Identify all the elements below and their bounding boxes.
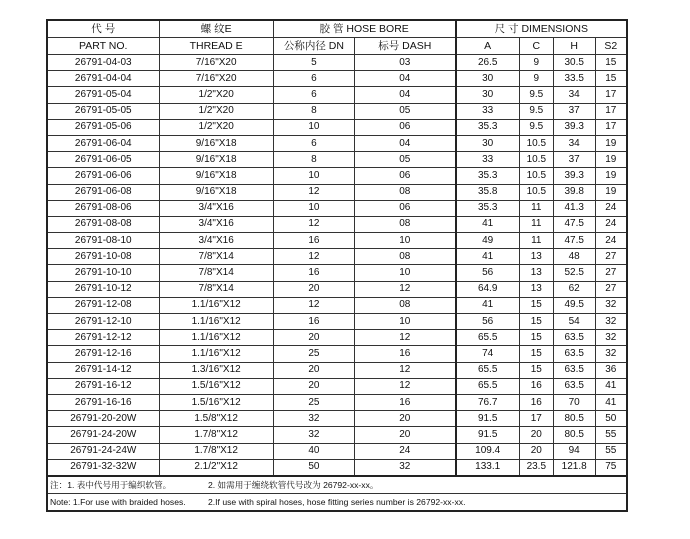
part-no-cell: 26791-10-10 [47, 265, 159, 281]
dash-cell: 20 [355, 411, 456, 427]
dn-cell: 16 [273, 314, 354, 330]
table-row [47, 152, 627, 168]
table-row [47, 427, 627, 443]
table-row [47, 459, 627, 476]
s2-cell: 27 [595, 249, 627, 265]
dn-cell: 12 [273, 184, 354, 200]
s2-cell: 19 [595, 135, 627, 151]
h-cell: 49.5 [553, 297, 595, 313]
a-cell: 109.4 [456, 443, 520, 459]
note-cn-1: 注：1. 表中代号用于编织软管。 [50, 479, 172, 490]
h-cell: 47.5 [553, 216, 595, 232]
thread-cell: 7/8"X14 [159, 265, 273, 281]
part-no-cell: 26791-14-12 [47, 362, 159, 378]
dn-cell: 5 [273, 55, 354, 71]
dn-cell: 32 [273, 427, 354, 443]
table-row [47, 362, 627, 378]
h-cell: 48 [553, 249, 595, 265]
c-cell: 10.5 [519, 184, 553, 200]
a-header: A [456, 38, 520, 55]
s2-cell: 24 [595, 200, 627, 216]
part-no-cell: 26791-06-05 [47, 152, 159, 168]
a-cell: 30 [456, 135, 520, 151]
h-cell: 39.8 [553, 184, 595, 200]
table-row [47, 249, 627, 265]
a-cell: 56 [456, 265, 520, 281]
hose-bore-header: 胶 管 HOSE BORE [273, 20, 455, 38]
part-no-cell: 26791-04-03 [47, 55, 159, 71]
notes [46, 477, 628, 512]
part-no-cell: 26791-20-20W [47, 411, 159, 427]
c-cell: 11 [519, 200, 553, 216]
c-cell: 17 [519, 411, 553, 427]
thread-header-cn: 螺 纹E [159, 20, 273, 38]
table-row [47, 200, 627, 216]
part-no-cell: 26791-12-16 [47, 346, 159, 362]
dash-cell: 06 [355, 200, 456, 216]
a-cell: 33 [456, 103, 520, 119]
a-cell: 56 [456, 314, 520, 330]
table-body [47, 55, 627, 476]
table-row [47, 55, 627, 71]
a-cell: 133.1 [456, 459, 520, 476]
thread-cell: 1.3/16"X12 [159, 362, 273, 378]
c-cell: 9.5 [519, 119, 553, 135]
table-row [47, 233, 627, 249]
dash-cell: 08 [355, 249, 456, 265]
part-no-cell: 26791-32-32W [47, 459, 159, 476]
part-no-cell: 26791-16-12 [47, 378, 159, 394]
thread-cell: 1.1/16"X12 [159, 330, 273, 346]
dn-cell: 12 [273, 249, 354, 265]
h-cell: 63.5 [553, 362, 595, 378]
dash-cell: 04 [355, 71, 456, 87]
table-row [47, 87, 627, 103]
s2-cell: 24 [595, 233, 627, 249]
a-cell: 35.3 [456, 200, 520, 216]
dash-cell: 08 [355, 216, 456, 232]
h-cell: 34 [553, 87, 595, 103]
dash-cell: 12 [355, 378, 456, 394]
table-row [47, 297, 627, 313]
thread-cell: 9/16"X18 [159, 184, 273, 200]
dn-cell: 16 [273, 233, 354, 249]
dn-cell: 20 [273, 281, 354, 297]
s2-cell: 32 [595, 297, 627, 313]
s2-header: S2 [595, 38, 627, 55]
thread-cell: 1.7/8"X12 [159, 443, 273, 459]
h-cell: 63.5 [553, 346, 595, 362]
s2-cell: 27 [595, 281, 627, 297]
thread-cell: 1/2"X20 [159, 119, 273, 135]
dimensions-table [46, 19, 628, 477]
a-cell: 76.7 [456, 394, 520, 410]
table-row [47, 411, 627, 427]
part-no-cell: 26791-08-06 [47, 200, 159, 216]
dn-cell: 6 [273, 135, 354, 151]
part-no-cell: 26791-24-24W [47, 443, 159, 459]
h-cell: 41.3 [553, 200, 595, 216]
h-cell: 62 [553, 281, 595, 297]
part-no-cell: 26791-12-12 [47, 330, 159, 346]
dn-cell: 25 [273, 394, 354, 410]
table-row [47, 265, 627, 281]
h-cell: 121.8 [553, 459, 595, 476]
c-cell: 9.5 [519, 87, 553, 103]
dn-cell: 8 [273, 152, 354, 168]
dn-cell: 40 [273, 443, 354, 459]
dash-cell: 05 [355, 152, 456, 168]
s2-cell: 32 [595, 314, 627, 330]
dn-cell: 16 [273, 265, 354, 281]
table-row [47, 443, 627, 459]
s2-cell: 19 [595, 152, 627, 168]
s2-cell: 50 [595, 411, 627, 427]
thread-cell: 1.7/8"X12 [159, 427, 273, 443]
h-cell: 70 [553, 394, 595, 410]
a-cell: 91.5 [456, 411, 520, 427]
part-no-cell: 26791-24-20W [47, 427, 159, 443]
table-row [47, 394, 627, 410]
dash-cell: 06 [355, 119, 456, 135]
dash-cell: 04 [355, 135, 456, 151]
dn-cell: 8 [273, 103, 354, 119]
spec-sheet [46, 19, 628, 512]
h-cell: 63.5 [553, 378, 595, 394]
a-cell: 30 [456, 71, 520, 87]
a-cell: 91.5 [456, 427, 520, 443]
thread-cell: 1.5/16"X12 [159, 378, 273, 394]
dash-cell: 06 [355, 168, 456, 184]
s2-cell: 55 [595, 443, 627, 459]
a-cell: 41 [456, 297, 520, 313]
table-row [47, 103, 627, 119]
s2-cell: 41 [595, 394, 627, 410]
part-no-cell: 26791-10-12 [47, 281, 159, 297]
a-cell: 35.3 [456, 168, 520, 184]
h-cell: 33.5 [553, 71, 595, 87]
thread-cell: 7/16"X20 [159, 55, 273, 71]
c-cell: 20 [519, 427, 553, 443]
thread-cell: 1/2"X20 [159, 103, 273, 119]
c-cell: 11 [519, 216, 553, 232]
dimensions-header: 尺 寸 DIMENSIONS [456, 20, 627, 38]
part-no-cell: 26791-10-08 [47, 249, 159, 265]
c-cell: 13 [519, 265, 553, 281]
a-cell: 33 [456, 152, 520, 168]
dash-cell: 16 [355, 346, 456, 362]
h-cell: 80.5 [553, 427, 595, 443]
part-no-cell: 26791-08-10 [47, 233, 159, 249]
h-header: H [553, 38, 595, 55]
c-cell: 15 [519, 362, 553, 378]
part-no-cell: 26791-04-04 [47, 71, 159, 87]
dash-cell: 16 [355, 394, 456, 410]
part-no-cell: 26791-06-04 [47, 135, 159, 151]
thread-cell: 9/16"X18 [159, 152, 273, 168]
h-cell: 30.5 [553, 55, 595, 71]
dn-header: 公称内径 DN [273, 38, 354, 55]
thread-cell: 7/8"X14 [159, 249, 273, 265]
s2-cell: 19 [595, 168, 627, 184]
a-cell: 74 [456, 346, 520, 362]
dash-cell: 08 [355, 184, 456, 200]
part-no-cell: 26791-08-08 [47, 216, 159, 232]
dash-cell: 12 [355, 330, 456, 346]
table-row [47, 330, 627, 346]
table-row [47, 135, 627, 151]
c-cell: 16 [519, 378, 553, 394]
dn-cell: 20 [273, 378, 354, 394]
thread-cell: 1.5/8"X12 [159, 411, 273, 427]
dn-cell: 10 [273, 119, 354, 135]
part-no-cell: 26791-06-08 [47, 184, 159, 200]
thread-cell: 1.1/16"X12 [159, 314, 273, 330]
dn-cell: 10 [273, 200, 354, 216]
c-cell: 10.5 [519, 152, 553, 168]
dn-cell: 6 [273, 71, 354, 87]
part-no-header-cn: 代 号 [47, 20, 159, 38]
table-row [47, 378, 627, 394]
a-cell: 65.5 [456, 378, 520, 394]
table-row [47, 346, 627, 362]
thread-cell: 3/4"X16 [159, 233, 273, 249]
h-cell: 39.3 [553, 119, 595, 135]
s2-cell: 55 [595, 427, 627, 443]
s2-cell: 41 [595, 378, 627, 394]
thread-cell: 7/8"X14 [159, 281, 273, 297]
dash-cell: 24 [355, 443, 456, 459]
dn-cell: 50 [273, 459, 354, 476]
dash-cell: 10 [355, 233, 456, 249]
s2-cell: 32 [595, 330, 627, 346]
note-cn-2: 2. 如需用于缠绕软管代号改为 26792-xx-xx。 [208, 479, 379, 490]
c-cell: 15 [519, 297, 553, 313]
thread-cell: 7/16"X20 [159, 71, 273, 87]
a-cell: 35.3 [456, 119, 520, 135]
c-cell: 10.5 [519, 168, 553, 184]
a-cell: 49 [456, 233, 520, 249]
a-cell: 64.9 [456, 281, 520, 297]
dash-cell: 10 [355, 265, 456, 281]
note-en-1: Note: 1.For use with braided hoses. [50, 496, 186, 507]
h-cell: 63.5 [553, 330, 595, 346]
dn-cell: 32 [273, 411, 354, 427]
c-cell: 11 [519, 233, 553, 249]
table-row [47, 314, 627, 330]
thread-cell: 1.1/16"X12 [159, 297, 273, 313]
part-no-cell: 26791-16-16 [47, 394, 159, 410]
dash-cell: 04 [355, 87, 456, 103]
c-cell: 13 [519, 249, 553, 265]
dn-cell: 10 [273, 168, 354, 184]
thread-cell: 1.1/16"X12 [159, 346, 273, 362]
thread-cell: 3/4"X16 [159, 200, 273, 216]
s2-cell: 19 [595, 184, 627, 200]
s2-cell: 17 [595, 87, 627, 103]
c-cell: 9 [519, 55, 553, 71]
thread-cell: 2.1/2"X12 [159, 459, 273, 476]
h-cell: 94 [553, 443, 595, 459]
dash-cell: 32 [355, 459, 456, 476]
notes-en [48, 493, 626, 510]
table-header [47, 20, 627, 55]
dash-cell: 08 [355, 297, 456, 313]
dn-cell: 20 [273, 330, 354, 346]
c-cell: 9.5 [519, 103, 553, 119]
part-no-cell: 26791-12-08 [47, 297, 159, 313]
c-cell: 9 [519, 71, 553, 87]
h-cell: 39.3 [553, 168, 595, 184]
s2-cell: 17 [595, 103, 627, 119]
dash-cell: 03 [355, 55, 456, 71]
table-row [47, 119, 627, 135]
h-cell: 47.5 [553, 233, 595, 249]
dash-cell: 10 [355, 314, 456, 330]
s2-cell: 15 [595, 71, 627, 87]
a-cell: 26.5 [456, 55, 520, 71]
part-no-cell: 26791-06-06 [47, 168, 159, 184]
c-cell: 13 [519, 281, 553, 297]
a-cell: 41 [456, 216, 520, 232]
thread-cell: 3/4"X16 [159, 216, 273, 232]
part-no-cell: 26791-05-04 [47, 87, 159, 103]
a-cell: 65.5 [456, 362, 520, 378]
dash-cell: 12 [355, 281, 456, 297]
s2-cell: 15 [595, 55, 627, 71]
table-row [47, 168, 627, 184]
dn-cell: 20 [273, 362, 354, 378]
table-row [47, 184, 627, 200]
table-row [47, 281, 627, 297]
part-no-cell: 26791-12-10 [47, 314, 159, 330]
dash-cell: 20 [355, 427, 456, 443]
table-row [47, 216, 627, 232]
dn-cell: 12 [273, 297, 354, 313]
dn-cell: 12 [273, 216, 354, 232]
c-cell: 15 [519, 314, 553, 330]
thread-cell: 1.5/16"X12 [159, 394, 273, 410]
c-cell: 10.5 [519, 135, 553, 151]
c-cell: 15 [519, 330, 553, 346]
thread-cell: 9/16"X18 [159, 135, 273, 151]
part-no-cell: 26791-05-05 [47, 103, 159, 119]
notes-cn [48, 477, 626, 493]
s2-cell: 27 [595, 265, 627, 281]
dash-cell: 12 [355, 362, 456, 378]
dn-cell: 25 [273, 346, 354, 362]
h-cell: 54 [553, 314, 595, 330]
thread-cell: 1/2"X20 [159, 87, 273, 103]
s2-cell: 17 [595, 119, 627, 135]
c-cell: 15 [519, 346, 553, 362]
c-cell: 20 [519, 443, 553, 459]
h-cell: 34 [553, 135, 595, 151]
part-no-cell: 26791-05-06 [47, 119, 159, 135]
c-cell: 16 [519, 394, 553, 410]
a-cell: 65.5 [456, 330, 520, 346]
a-cell: 41 [456, 249, 520, 265]
part-no-header-en: PART NO. [47, 38, 159, 55]
s2-cell: 75 [595, 459, 627, 476]
s2-cell: 24 [595, 216, 627, 232]
s2-cell: 32 [595, 346, 627, 362]
h-cell: 37 [553, 103, 595, 119]
dash-header: 标号 DASH [355, 38, 456, 55]
h-cell: 37 [553, 152, 595, 168]
c-cell: 23.5 [519, 459, 553, 476]
h-cell: 80.5 [553, 411, 595, 427]
c-header: C [519, 38, 553, 55]
s2-cell: 36 [595, 362, 627, 378]
dash-cell: 05 [355, 103, 456, 119]
note-en-2: 2.If use with spiral hoses, hose fitting series number is 26792-xx-xx. [208, 496, 466, 507]
h-cell: 52.5 [553, 265, 595, 281]
table-row [47, 71, 627, 87]
thread-cell: 9/16"X18 [159, 168, 273, 184]
a-cell: 30 [456, 87, 520, 103]
a-cell: 35.8 [456, 184, 520, 200]
thread-header-en: THREAD E [159, 38, 273, 55]
dn-cell: 6 [273, 87, 354, 103]
